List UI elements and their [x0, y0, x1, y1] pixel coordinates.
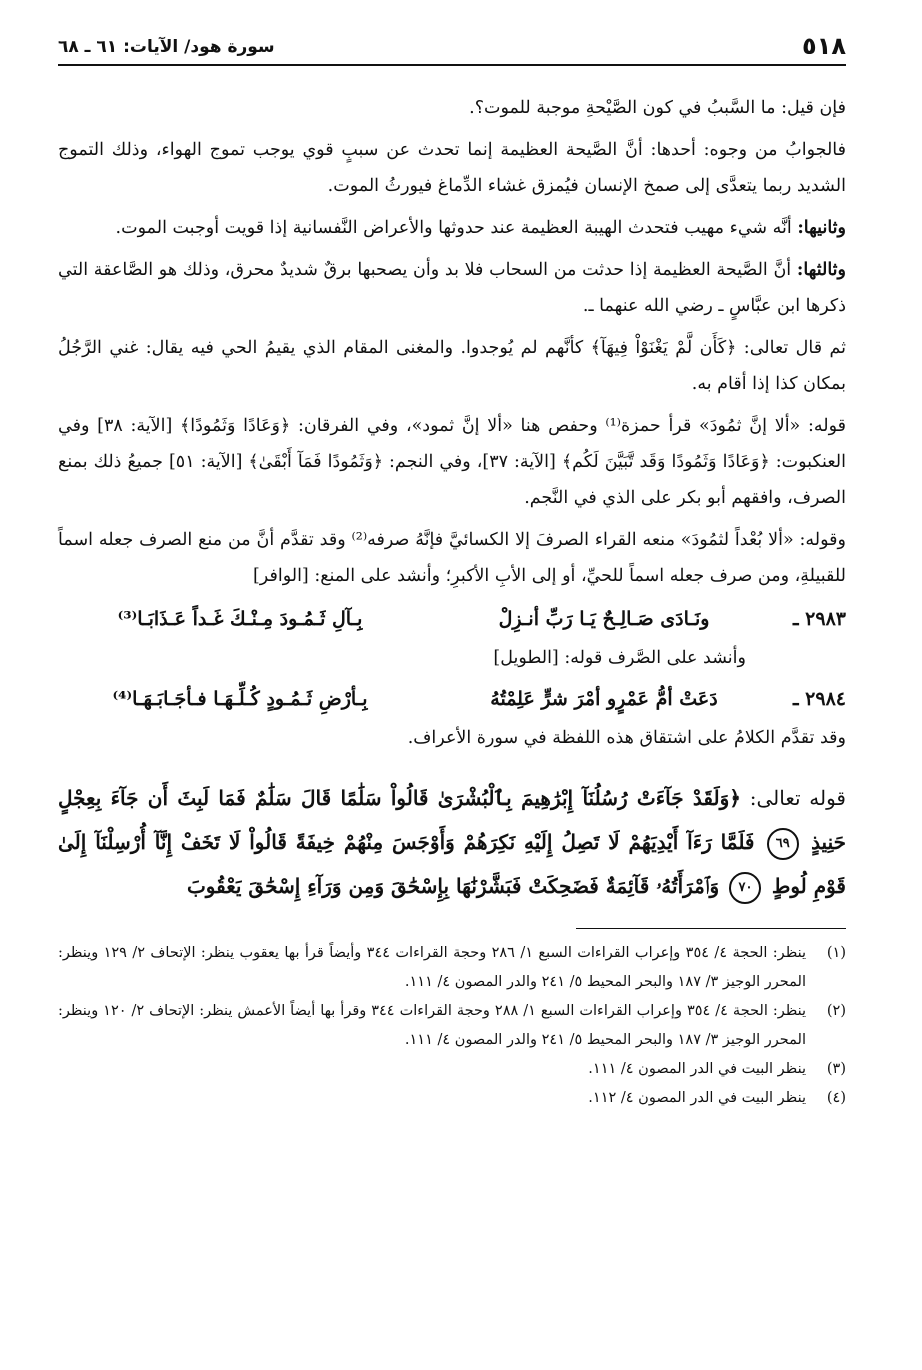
verse-second-hemistich: بِـأرْضِ ثَـمُـودٍ كُـلِّـهَـا فـأجَـابَـهَـا⁽⁴⁾	[112, 688, 368, 710]
footnote-text: ينظر البيت في الدر المصون ٤/ ١١٢.	[588, 1090, 806, 1106]
verse-second-hemistich: بِـآلِ ثَـمُـودَ مِـنْـكَ غَـداً عَـذَابَـا⁽³⁾	[117, 608, 363, 630]
paragraph-text: وقوله: «ألا بُعْداً لثمُودَ» منعه القراء الصرفَ إلا الكسائيَّ فإنَّهُ صرفه⁽²⁾ وقد تقدَّم أنَّ من منع الصرف جعله اسماً للقبيلةِ، ومن صرف جعله اسماً للحيِّ، أو إلى الأبِ الأكبرِ؛ وأنشد على المنع: [الوافر]	[58, 530, 846, 586]
quran-text: وَٱمْرَأَتُهُۥ قَآئِمَةٌ فَضَحِكَتْ فَبَشَّرْنَٰهَا بِإِسْحَٰقَ وَمِن وَرَآءِ إِسْحَٰقَ يَعْقُوبَ	[186, 874, 720, 898]
quran-passage	[58, 776, 846, 908]
verse-first-hemistich: دَعَتْ أمُّ عَمْرٍو أمْرَ شرٍّ عَلِمْتُهُ	[490, 688, 718, 710]
ayah-number-marker: ٦٩	[767, 828, 799, 860]
footnote-number: (١)	[826, 945, 846, 961]
poetry-verse	[58, 600, 846, 638]
paragraph	[58, 252, 846, 324]
verse-number: ٢٩٨٣ ـ	[792, 608, 846, 630]
paragraph	[58, 210, 846, 246]
paragraph	[58, 132, 846, 204]
footnote-number: (٤)	[826, 1090, 846, 1106]
paragraph-text: أنَّه شيء مهيب فتحدث الهيبة العظيمة عند حدوثها والأعراض النَّفسانية إذا قويت أوجبت الموت.	[115, 218, 792, 238]
footnote-number: (٣)	[826, 1061, 846, 1077]
paragraph	[58, 90, 846, 126]
ayah-number-marker: ٧٠	[729, 872, 761, 904]
running-title: سورة هود/ الآيات: ٦١ ـ ٦٨	[58, 37, 275, 57]
paragraph-text: فالجوابُ من وجوه: أحدها: أنَّ الصَّيحة العظيمة إنما تحدث عن سببٍ قوي يوجب تموج الهواء، وذلك التموج الشديد ربما يتعدَّى إلى صمخ الإنسان فيُمزق غشاء الدِّماغ فيورثُ الموت.	[58, 140, 846, 196]
paragraph-text: فإن قيل: ما السَّببُ في كون الصَّيْحةِ موجبة للموت؟.	[469, 98, 846, 118]
paragraph-text: قوله: «ألا إنَّ ثمُودَ» قرأ حمزة⁽¹⁾ وحفص هنا «ألا إنَّ ثمود»، وفي الفرقان: ﴿وَعَادًا وَثَمُودًا﴾ [الآية: ٣٨] وفي العنكبوت: ﴿وَعَادًا وَثَمُودًا وَقَد تَّبَيَّنَ لَكُم﴾ [الآية: ٣٧]، وفي النجم: ﴿وَثَمُودًا فَمَآ أَبْقَىٰ﴾ [الآية: ٥١] جميعُ ذلك بمنع الصرف، وافقهم أبو بكر على الذي في النَّجم.	[58, 416, 846, 508]
verse-first-hemistich: ونَـادَى صَـالِـحٌ يَـا رَبِّ أنـزِلْ	[498, 608, 710, 630]
footnote	[58, 939, 846, 997]
paragraph	[58, 330, 846, 402]
quran-text: ﴿وَلَقَدْ جَآءَتْ رُسُلُنَآ إِبْرَٰهِيمَ بِٱلْبُشْرَىٰ قَالُواْ سَلَٰمًا قَالَ سَلَٰمٌ فَمَا لَبِثَ أَن جَآءَ بِعِجْلٍ حَنِيذٍ	[58, 786, 846, 854]
header-rule	[58, 64, 846, 66]
footnote-text: ينظر: الحجة ٤/ ٣٥٤ وإعراب القراءات السبع ١/ ٢٨٦ وحجة القراءات ٣٤٤ وأيضاً قرأ بها يعقوب ينظر: الإتحاف ٢/ ١٢٩ وينظر: المحرر الوجيز ٣/ ١٨٧ والبحر المحيط ٥/ ٢٤١ والدر المصون ٤/ ١١١.	[58, 945, 806, 990]
quran-text: فَلَمَّا رَءَآ أَيْدِيَهُمْ لَا تَصِلُ إِلَيْهِ نَكِرَهُمْ وَأَوْجَسَ مِنْهُمْ خِيفَةً قَالُواْ لَا تَخَفْ إِنَّآ أُرْسِلْنَآ إِلَىٰ قَوْمِ لُوطٍ	[58, 830, 846, 898]
paragraph	[58, 408, 846, 516]
footnote-text: ينظر: الحجة ٤/ ٣٥٤ وإعراب القراءات السبع ١/ ٢٨٨ وحجة القراءات ٣٤٤ وقرأ بها أيضاً الأعمش ينظر: الإتحاف ٢/ ١٢٠ وينظر: المحرر الوجيز ٣/ ١٨٧ والبحر المحيط ٥/ ٢٤١ والدر المصون ٤/ ١١١.	[58, 1003, 807, 1048]
paragraph-lead: وثانيها:	[797, 218, 846, 238]
footnote-separator	[576, 928, 846, 929]
footnote	[58, 997, 846, 1055]
quran-intro: قوله تعالى:	[749, 786, 846, 810]
paragraph-text: ثم قال تعالى: ﴿كَأَن لَّمْ يَغْنَوْاْ فِيهَآ﴾ كأنَّهم لم يُوجدوا. والمغنى المقام الذي يقيمُ الحي فيه يقال: غني الرَّجُلُ بمكان كذا إذا أقام به.	[58, 338, 846, 394]
footnote	[58, 1084, 846, 1113]
main-text	[58, 90, 846, 908]
paragraph: وقد تقدَّم الكلامُ على اشتقاق هذه اللفظة في سورة الأعراف.	[407, 728, 846, 748]
page-number: ٥١٨	[802, 32, 846, 60]
poetry-verse	[58, 680, 846, 718]
verse-number: ٢٩٨٤ ـ	[792, 688, 846, 710]
footnotes	[58, 939, 846, 1113]
page-header	[58, 30, 846, 58]
footnote-text: ينظر البيت في الدر المصون ٤/ ١١١.	[588, 1061, 806, 1077]
paragraph-lead: وثالثها:	[796, 260, 846, 280]
paragraph-text: أنَّ الصَّيحة العظيمة إذا حدثت من السحاب فلا بد وأن يصحبها برقٌ شديدٌ محرق، وذلك هو الصَّاعقة التي ذكرها ابن عبَّاسٍ ـ رضي الله عنهما ـ.	[58, 260, 846, 316]
footnote-number: (٢)	[826, 1003, 846, 1019]
meter-line: وأنشد على الصَّرف قوله: [الطويل]	[493, 648, 746, 668]
footnote	[58, 1055, 846, 1084]
paragraph	[58, 522, 846, 594]
